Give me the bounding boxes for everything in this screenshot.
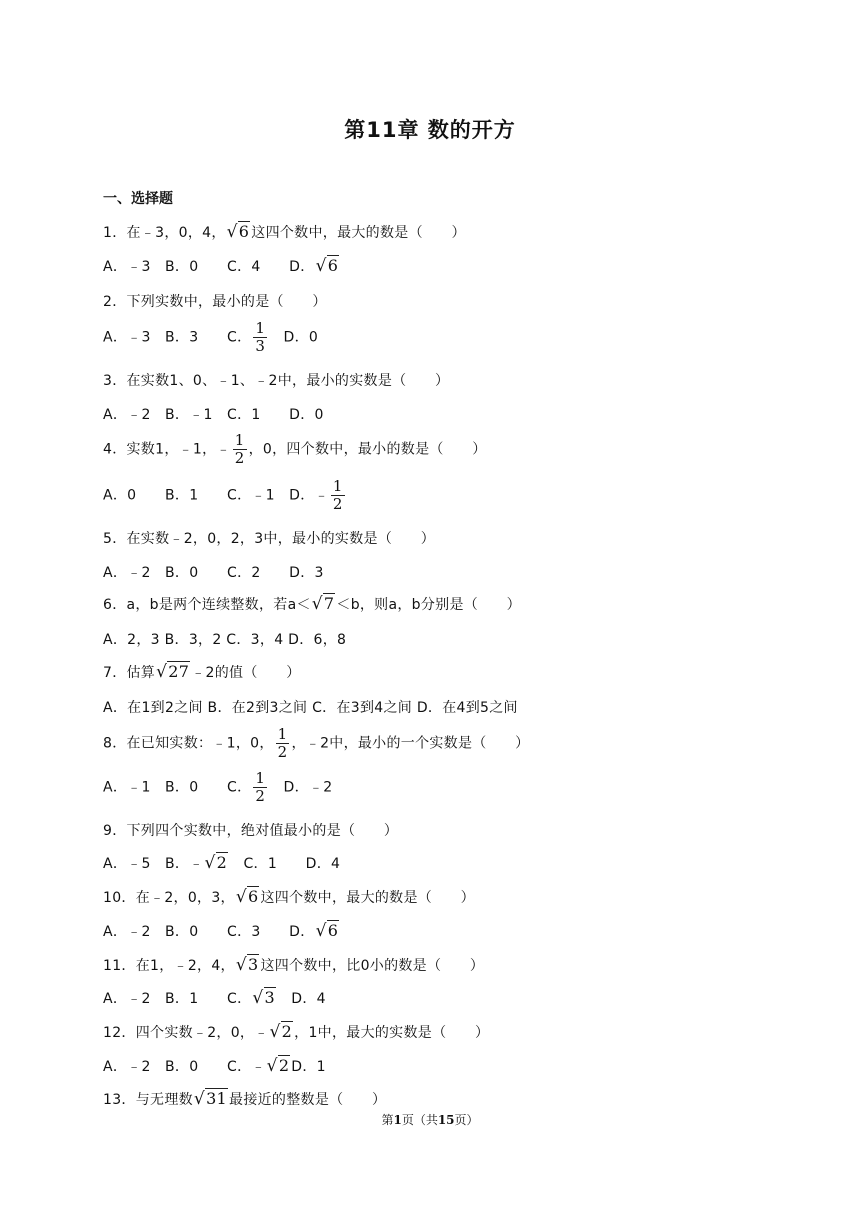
question-10: 10．在﹣2，0，3，√6 这四个数中，最大的数是（ ） <box>103 887 475 907</box>
sqrt-symbol: √2 <box>266 1056 290 1076</box>
question-4: 4．实数1，﹣1，﹣ $\frac{1}{2}$ ，0，四个数中，最小的数是（ ） <box>103 431 487 467</box>
answer-options-8: A．﹣1 B．0 C． $\frac{1}{2}$ D．﹣2 <box>103 769 333 805</box>
sqrt-symbol: √6 <box>235 887 259 907</box>
sqrt-symbol: √31 <box>193 1089 228 1109</box>
sqrt-symbol: √2 <box>269 1022 293 1042</box>
question-8: 8．在已知实数：﹣1，0， $\frac{1}{2}$ ，﹣2中，最小的一个实数是（ ） <box>103 725 530 761</box>
sqrt-symbol: √27 <box>156 662 190 682</box>
question-7: 7．估算√27 ﹣2的值（ ） <box>103 662 301 682</box>
sqrt-symbol: √6 <box>315 921 339 941</box>
question-6: 6．a，b是两个连续整数，若a＜√7 ＜b，则a，b分别是（ ） <box>103 594 521 614</box>
fraction: $\frac{1}{3}$ <box>255 319 266 355</box>
answer-options-12: A．﹣2 B．0 C．﹣√2 D．1 <box>103 1056 326 1076</box>
question-5: 5．在实数﹣2，0，2，3中，最小的实数是（ ） <box>103 531 436 547</box>
question-3: 3．在实数1、0、﹣1、﹣2中，最小的实数是（ ） <box>103 373 450 389</box>
answer-options-2: A．﹣3 B．3 C． $\frac{1}{3}$ D．0 <box>103 319 319 355</box>
answer-options-7: A．在1到2之间 B．在2到3之间 C．在3到4之间 D．在4到5之间 <box>103 700 518 716</box>
fraction: $\frac{1}{2}$ <box>255 769 266 805</box>
fraction: $\frac{1}{2}$ <box>234 431 245 467</box>
section-heading: 一、选择题 <box>103 191 173 207</box>
answer-options-10: A．﹣2 B．0 C．3 D．√6 <box>103 921 339 941</box>
fraction: $\frac{1}{2}$ <box>277 725 288 761</box>
answer-options-5: A．﹣2 B．0 C．2 D．3 <box>103 565 324 581</box>
question-2: 2．下列实数中，最小的是（ ） <box>103 294 327 310</box>
question-12: 12．四个实数﹣2，0，﹣√2 ，1中，最大的实数是（ ） <box>103 1022 490 1042</box>
sqrt-symbol: √7 <box>311 594 335 614</box>
answer-options-11: A．﹣2 B．1 C．√3 D．4 <box>103 988 326 1008</box>
sqrt-symbol: √2 <box>204 853 228 873</box>
question-9: 9．下列四个实数中，绝对值最小的是（ ） <box>103 823 399 839</box>
sqrt-symbol: √6 <box>315 256 339 276</box>
answer-options-9: A．﹣5 B．﹣√2 C．1 D．4 <box>103 853 341 873</box>
answer-options-1: A．﹣3 B．0 C．4 D．√6 <box>103 256 339 276</box>
answer-options-6: A．2，3 B．3，2 C．3，4 D．6，8 <box>103 632 347 648</box>
sqrt-symbol: √3 <box>235 955 259 975</box>
question-1: 1．在﹣3，0，4，√6 这四个数中，最大的数是（ ） <box>103 222 466 242</box>
question-11: 11．在1，﹣2，4，√3 这四个数中，比0小的数是（ ） <box>103 955 485 975</box>
page-title: 第11章 数的开方 <box>344 118 516 142</box>
sqrt-symbol: √3 <box>252 988 275 1008</box>
sqrt-symbol: √6 <box>226 222 250 242</box>
page-footer: 第1页（共15页） <box>381 1113 479 1127</box>
answer-options-4: A．0 B．1 C．﹣1 D．﹣ $\frac{1}{2}$ <box>103 477 343 513</box>
question-13: 13．与无理数√31 最接近的整数是（ ） <box>103 1089 387 1109</box>
fraction: $\frac{1}{2}$ <box>332 477 343 513</box>
answer-options-3: A．﹣2 B．﹣1 C．1 D．0 <box>103 407 324 423</box>
